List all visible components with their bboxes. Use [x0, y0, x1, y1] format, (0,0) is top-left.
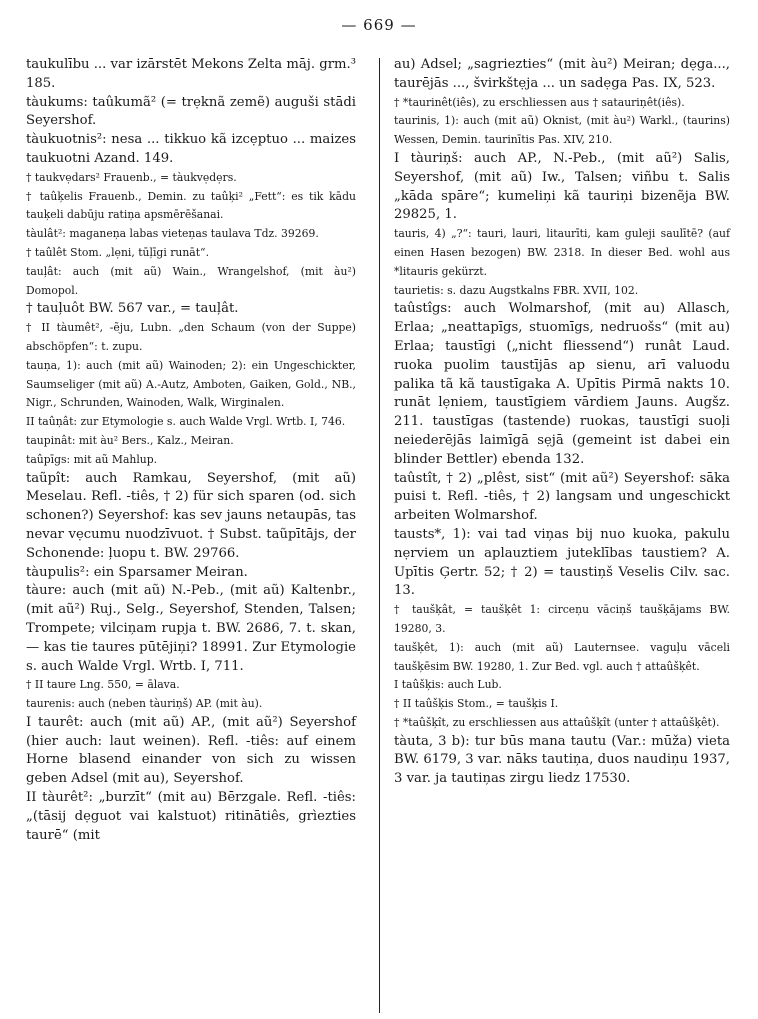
entry: tauris, 4) „?“: tauri, lauri, litaurīti, kam guleji saulītē? (auf einen Hasen bezogen) BW. 2318. In dieser Bed. wohl aus *litauris gekürzt. [394, 227, 730, 278]
entry: † taûlêt Stom. „lẹni, tūļīgi runāt“. [26, 245, 210, 259]
entry: tàukuotnis²: nesa ... tikkuo kã izcẹptuo ... maizes taukuotni Azand. 149. [26, 132, 356, 166]
entry: tàupulis²: ein Sparsamer Meiran. [26, 564, 248, 580]
entry: II tàurêt²: „burzīt“ (mit au) Bērzgale. Refl. -tiês: „(tāsij dẹguot vai kalstuot) ritinātiês, grìezties taurē“ (mit [26, 790, 356, 843]
entry: tàuta, 3 b): tur būs mana tautu (Var.: mūža) vieta BW. 6179, 3 var. nāks tautiņa, duos naudiņu 1937, 3 var. ja tautiņas zirgu liedz 17530. [394, 733, 730, 787]
entry: taûpīgs: mit aũ Mahlup. [26, 452, 158, 466]
entry: II taûņât: zur Etymologie s. auch Walde Vrgl. Wrtb. I, 746. [26, 415, 346, 429]
entry: tàukums: taûkumã² (= trẹknã zemẽ) auguši stādi Seyershof. [26, 94, 356, 129]
entry: taurietis: s. dazu Augstkalns FBR. XVII, 102. [394, 283, 639, 297]
entry: au) Adsel; „sagriezties“ (mit àu²) Meiran; dẹga..., taurējās ..., švirkštẹja ... un sadẹga Pas. IX, 523. [394, 57, 730, 91]
entry: tauņa, 1): auch (mit aũ) Wainoden; 2): ein Ungeschickter, Saumseliger (mit aũ) A.-Autz, Amboten, Gaiken, Gold., NB., Nigr., Schrunden, Wainoden, Walk, Wirginalen. [26, 358, 356, 410]
entry: I taurêt: auch (mit aũ) AP., (mit aũ²) Seyershof (hier auch: laut weinen). Refl. -tiês: auf einem Horne blasend einander von sich zu wissen geben Adsel (mit au), Seyershof. [26, 714, 356, 787]
entry: taûstîgs: auch Wolmarshof, (mit au) Allasch, Erlaa; „neattapīgs, stuomīgs, nedruošs“ (mit au) Erlaa; taustīgi („nicht fliessend“) runât Laud. ruoka puolim taustījās ap sienu, arī valuodu palika tã kã taustīgaka A. Upītis Pirmā nakts 10. runāt lẹniem, taustīgiem vārdiem Jauns. Augšz. 211. taustīgas (tastende) ruokas, taustīgi suoļi neiederējās laimīgā sẹjā (gemeint ist dabei ein blinder Bettler) ebenda 132. [394, 301, 730, 467]
entry: taũpît: auch Ramkau, Seyershof, (mit aũ) Meselau. Refl. -tiês, † 2) für sich sparen (od. sich schonen?) Seyershof: kas sev jauns netaupās, tas nevar vẹcumu nuodzīvuot. † Subst. taũpītājs, der Schonende: ļuopu t. BW. 29766. [26, 470, 356, 561]
entry: taûstît, † 2) „plêst, sist“ (mit aũ²) Seyershof: sāka puisi t. Refl. -tiês, † 2) langsam und ungeschickt arbeiten Wolmarshof. [394, 470, 730, 524]
entry: † *taûšķît, zu erschliessen aus attaûšķît (unter † attaûšķêt). [394, 715, 720, 729]
entry: taukulību ... var izārstēt Mekons Zelta māj. grm.³ 185. [26, 57, 356, 91]
entry: † II taûšķis Stom., = taušķis I. [394, 697, 559, 711]
entry: tàure: auch (mit aũ) N.-Peb., (mit aũ) Kaltenbr., (mit aũ²) Ruj., Selg., Seyershof, Stenden, Talsen; Trompete; vilciņam rupja t. BW. 2686, 7. t. skan, — kas tie taures pūtējiņi? 18991. Zur Etymologie s. auch Walde Vrgl. Wrtb. I, 711. [26, 583, 356, 674]
left-column [26, 56, 356, 845]
entry: taurinis, 1): auch (mit aũ) Oknist, (mit àu²) Warkl., (taurins) Wessen, Demin. taurinītis Pas. XIV, 210. [394, 114, 730, 147]
entry: † taukvẹdars² Frauenb., = tàukvẹdẹrs. [26, 170, 237, 184]
entry: I taûšķis: auch Lub. [394, 678, 502, 692]
entry: † taûķelis Frauenb., Demin. zu taûķi² „Fett“: es tik kādu tauķeli dabūju ratiņa apsmērēšanai. [26, 189, 356, 222]
entry: I tàuriņš: auch AP., N.-Peb., (mit aũ²) Salis, Seyershof, (mit aũ) Iw., Talsen; viñbu t. Salis „kāda spāre“; kumeliņi kã tauriņi bizenẽja BW. 29825, 1. [394, 150, 730, 223]
entry: tauļât: auch (mit aũ) Wain., Wrangelshof, (mit àu²) Domopol. [26, 264, 356, 297]
entry: † II taure Lng. 550, = ālava. [26, 678, 180, 692]
entry: taupinât: mit àu² Bers., Kalz., Meiran. [26, 433, 234, 447]
page-number: — 669 — [341, 16, 417, 34]
entry: † II tàumêt², -ẽju, Lubn. „den Schaum (von der Suppe) abschöpfen“: t. zupu. [26, 321, 356, 353]
entry: tàulât²: maganeņa labas vieteņas taulava Tdz. 39269. [26, 227, 319, 241]
entry: taurenis: auch (neben tàuriņš) AP. (mit àu). [26, 697, 263, 711]
column-divider [379, 58, 380, 1013]
entry: taušķêt, 1): auch (mit aũ) Lauternsee. vaguļu vāceli taušķēsim BW. 19280, 1. Zur Bed. vgl. auch † attaûšķêt. [394, 640, 730, 673]
entry: † *taurinêt(iês), zu erschliessen aus † satauriņêt(iês). [394, 95, 685, 109]
right-column [394, 56, 730, 789]
entry: tausts*, 1): vai tad viņas bij nuo kuoka, pakulu nẹrviem un aplauztiem juteklības taustiem? A. Upītis Ģertr. 52; † 2) = taustiņš Veselis Cilv. sac. 13. [394, 526, 730, 599]
entry: † taušķât, = taušķêt 1: circeņu vāciņš taušķājams BW. 19280, 3. [394, 603, 730, 635]
entry: † tauļuôt BW. 567 var., = tauļât. [26, 301, 239, 317]
